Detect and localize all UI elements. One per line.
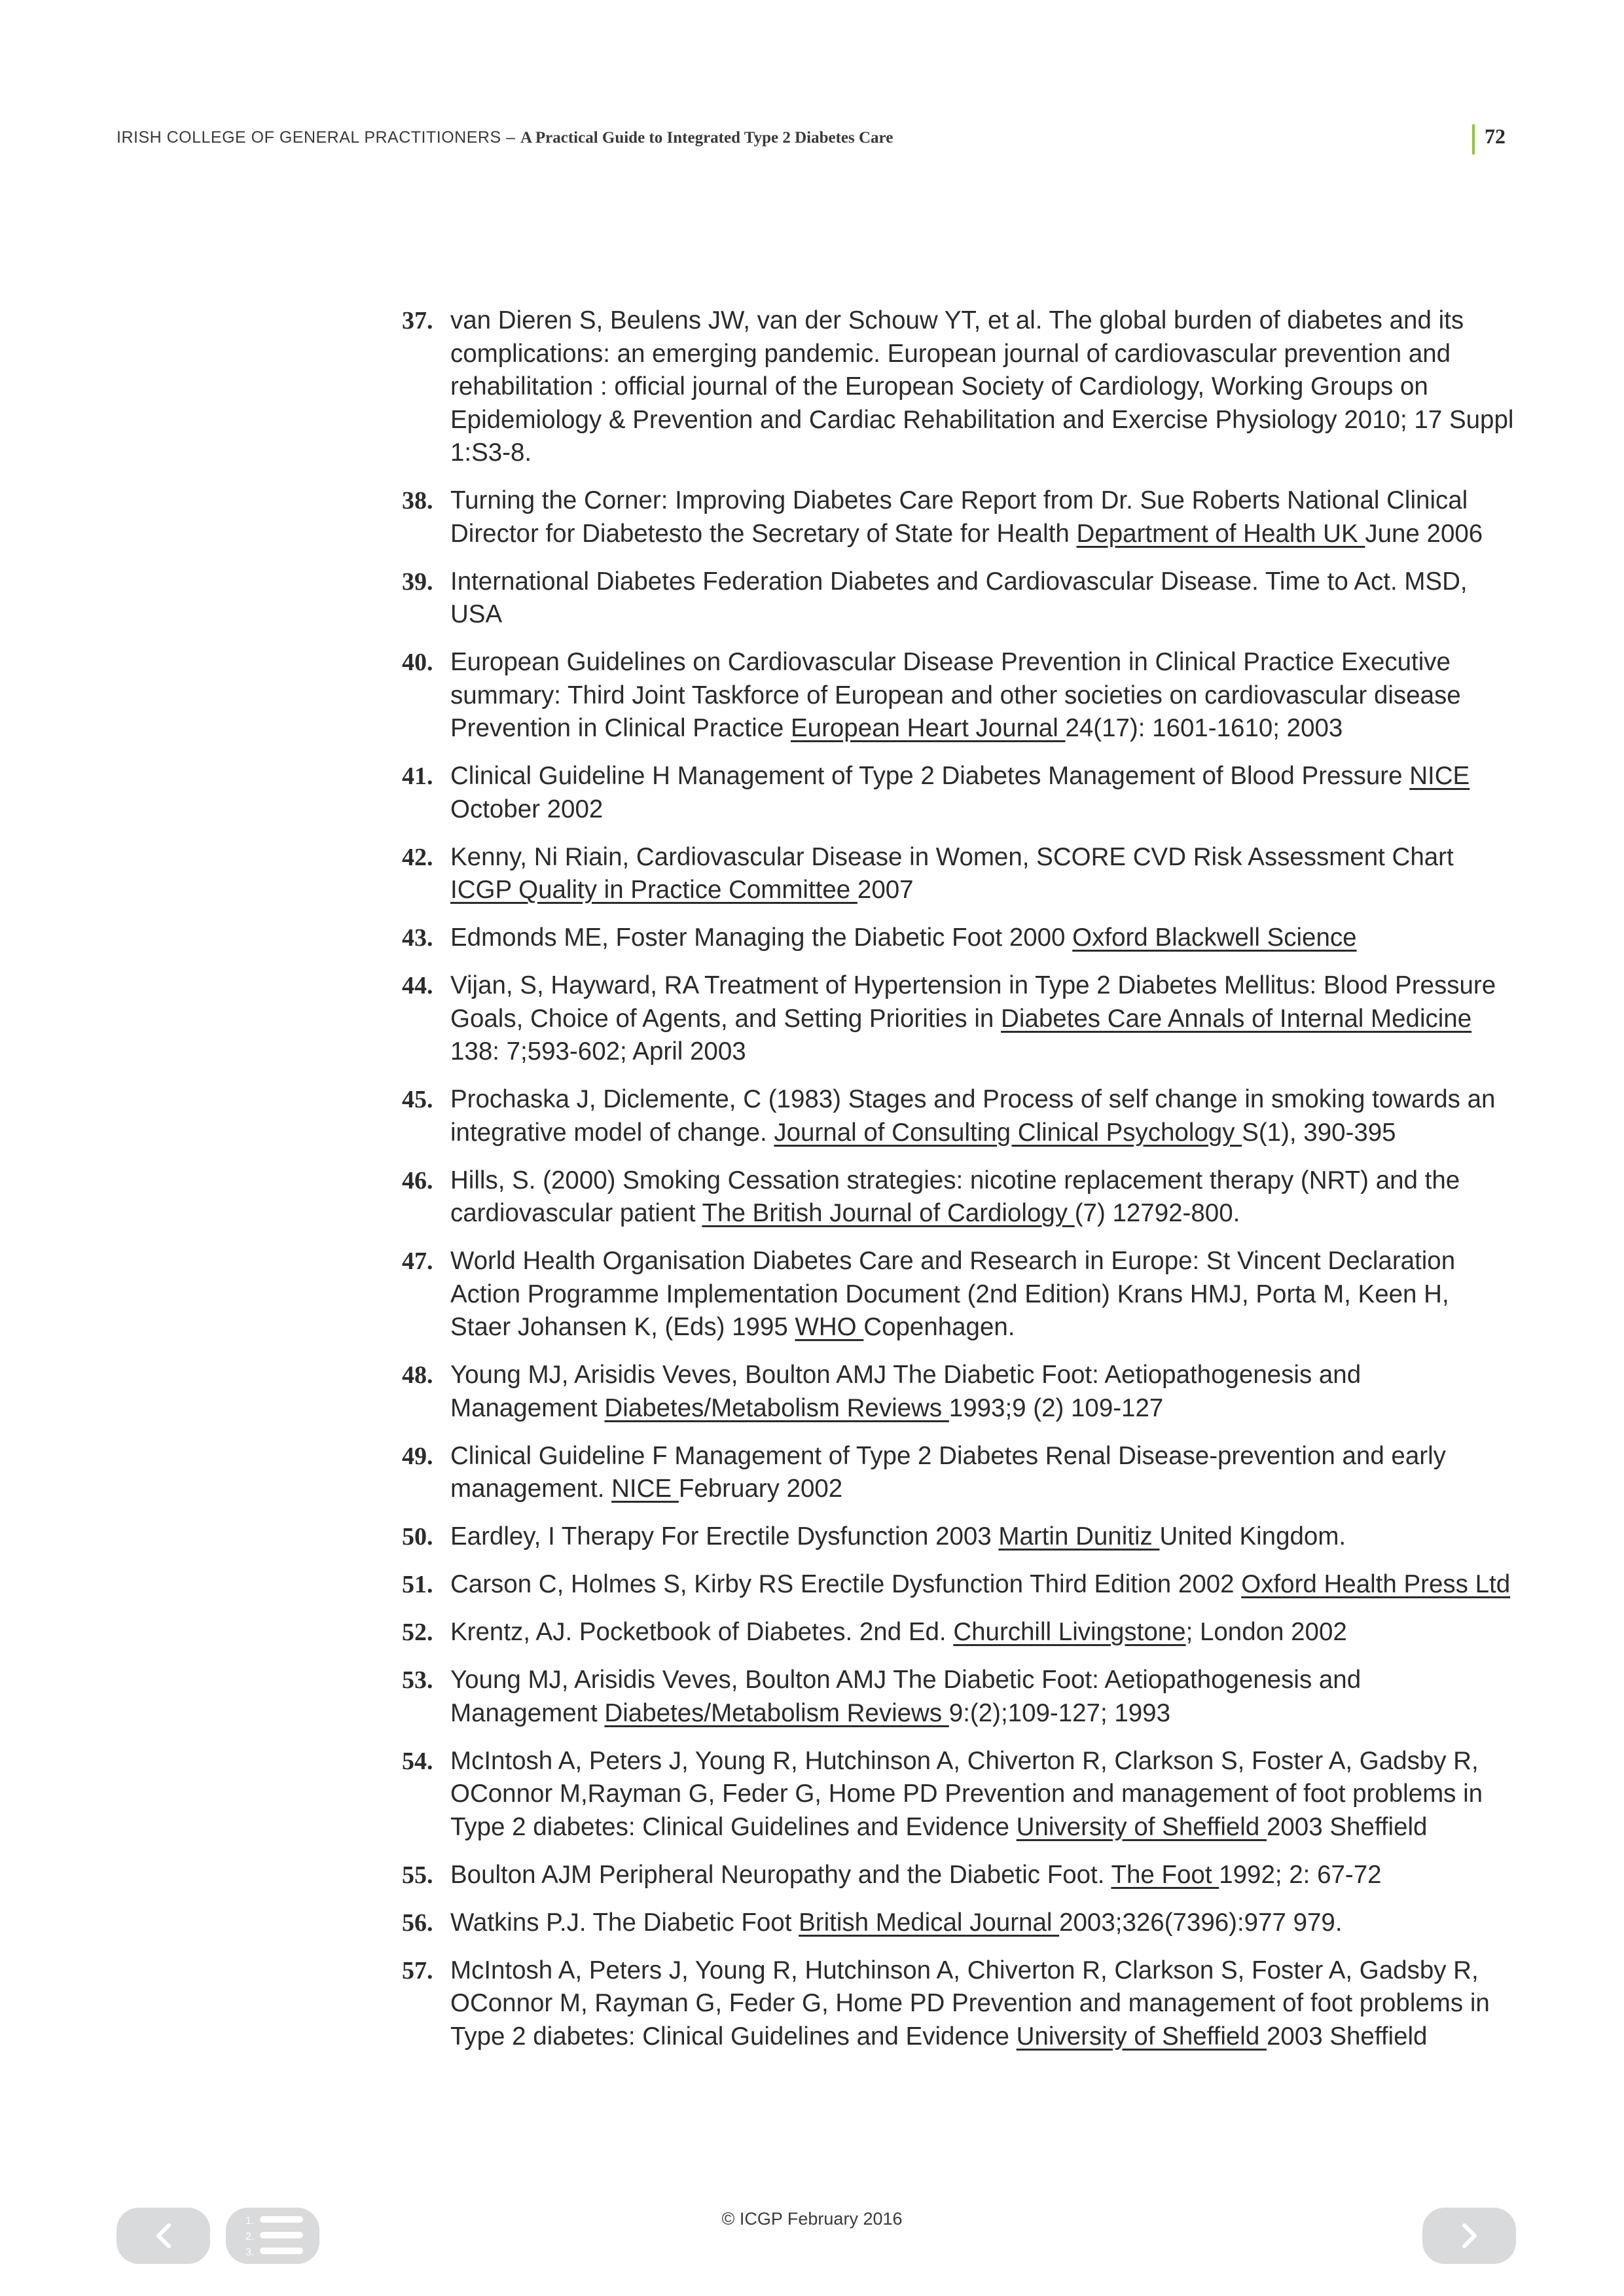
reference-text (450, 1570, 1510, 1598)
reference-text-segment: McIntosh A, Peters J, Young R, Hutchinson A, Chiverton R, Clarkson S, Foster A, Gadsby R, OConnor M, Rayman G, Feder G, Home PD Prevention and management of foot problems in Type 2 diabetes: Clinical Guidelines and Evidence (450, 1956, 1490, 2051)
reference-text-segment: 1992; 2: 67-72 (1219, 1860, 1382, 1889)
reference-text-segment: International Diabetes Federation Diabetes and Cardiovascular Disease. Time to Act. MSD, USA (450, 567, 1468, 628)
reference-text-segment: Krentz, AJ. Pocketbook of Diabetes. 2nd Ed. (450, 1618, 954, 1646)
reference-item (402, 1954, 1515, 2054)
reference-text-segment: Hills, S. (2000) Smoking Cessation strategies: nicotine replacement therapy (NRT) and the cardiovascular patient (450, 1166, 1460, 1227)
reference-text-segment: European Guidelines on Cardiovascular Disease Prevention in Clinical Practice Executive summary: Third Joint Taskforce of European and other societies on cardiovascular disease Prevention in Clinical Practice (450, 648, 1461, 742)
reference-number: 57. (402, 1956, 433, 1984)
reference-number: 53. (402, 1666, 433, 1694)
reference-link[interactable]: University of Sheffield (1016, 2022, 1267, 2051)
svg-text:1.: 1. (245, 2215, 254, 2227)
reference-text-segment: 2003;326(7396):977 979. (1059, 1908, 1343, 1937)
header-guide-title: A Practical Guide to Integrated Type 2 Diabetes Care (520, 129, 893, 147)
reference-text-segment: 1993;9 (2) 109-127 (948, 1393, 1164, 1422)
reference-item (402, 1568, 1515, 1602)
reference-link[interactable]: Department of Health UK (1076, 519, 1365, 548)
reference-item (402, 841, 1515, 907)
reference-item (402, 1907, 1515, 1940)
reference-item (402, 1164, 1515, 1230)
reference-text-segment: Edmonds ME, Foster Managing the Diabetic Foot 2000 (450, 924, 1073, 952)
reference-item (402, 1520, 1515, 1554)
reference-item (402, 1245, 1515, 1344)
reference-link[interactable]: Oxford Health Press Ltd (1241, 1570, 1511, 1598)
reference-text-segment: (7) 12792-800. (1074, 1199, 1240, 1227)
reference-text (450, 1247, 1455, 1341)
reference-text-segment: Clinical Guideline F Management of Type 2 Diabetes Renal Disease-prevention and early management. (450, 1441, 1446, 1503)
reference-text (450, 1956, 1490, 2051)
reference-link[interactable]: NICE (1409, 762, 1470, 790)
reference-item (402, 1664, 1515, 1730)
reference-number: 47. (402, 1247, 433, 1275)
reference-text-segment: June 2006 (1365, 519, 1483, 548)
reference-text-segment: Boulton AJM Peripheral Neuropathy and the Diabetic Foot. (450, 1860, 1111, 1889)
reference-number: 42. (402, 843, 433, 871)
reference-text-segment: 2003 Sheffield (1266, 2022, 1428, 2051)
reference-text (450, 1909, 1343, 1937)
reference-link[interactable]: Diabetes/Metabolism Reviews (604, 1698, 949, 1727)
reference-text-segment: United Kingdom. (1159, 1522, 1346, 1551)
chevron-right-icon (1456, 2220, 1483, 2251)
reference-item (402, 1083, 1515, 1149)
reference-text (450, 648, 1461, 742)
reference-text (450, 1861, 1382, 1889)
reference-item (402, 969, 1515, 1069)
svg-text:2.: 2. (245, 2231, 254, 2242)
reference-link[interactable]: European Heart Journal (790, 714, 1066, 742)
reference-text-segment: 9:(2);109-127; 1993 (948, 1698, 1170, 1727)
reference-item (402, 1440, 1515, 1506)
reference-item (402, 922, 1515, 955)
reference-link[interactable]: Oxford Blackwell Science (1072, 924, 1357, 952)
reference-link[interactable]: Journal of Consulting Clinical Psychology (774, 1118, 1242, 1147)
reference-number: 41. (402, 762, 433, 790)
reference-link[interactable]: British Medical Journal (799, 1908, 1060, 1937)
reference-text-segment: Prochaska J, Diclemente, C (1983) Stages and Process of self change in smoking towards an integrative model of change. (450, 1085, 1496, 1147)
reference-text-segment: February 2002 (678, 1475, 843, 1503)
reference-item (402, 646, 1515, 745)
header-separator: – (501, 128, 520, 147)
reference-number: 37. (402, 307, 433, 334)
reference-link[interactable]: WHO (795, 1313, 864, 1341)
reference-text-segment: Vijan, S, Hayward, RA Treatment of Hypertension in Type 2 Diabetes Mellitus: Blood Pressure Goals, Choice of Agents, and Setting Priorities in (450, 971, 1496, 1033)
reference-link[interactable]: Churchill Livingstone (953, 1618, 1186, 1646)
reference-text (450, 843, 1454, 905)
reference-text-segment: Carson C, Holmes S, Kirby RS Erectile Dysfunction Third Edition 2002 (450, 1570, 1242, 1598)
reference-text (450, 1666, 1361, 1727)
reference-number: 54. (402, 1747, 433, 1775)
reference-number: 44. (402, 972, 433, 999)
reference-number: 46. (402, 1166, 433, 1194)
header-org: IRISH COLLEGE OF GENERAL PRACTITIONERS (117, 128, 501, 147)
reference-text-segment: 24(17): 1601-1610; 2003 (1065, 714, 1343, 742)
reference-link[interactable]: The British Journal of Cardiology (702, 1199, 1075, 1227)
reference-text-segment: World Health Organisation Diabetes Care and Research in Europe: St Vincent Declaration Action Programme Implementation Document (2nd Edition) Krans HMJ, Porta M, Keen H, Staer Johansen K, (Eds) 1995 (450, 1247, 1456, 1341)
reference-item (402, 565, 1515, 632)
reference-item (402, 1359, 1515, 1425)
reference-number: 39. (402, 567, 433, 596)
reference-text-segment: 2007 (857, 876, 914, 904)
reference-list (402, 304, 1515, 2068)
reference-text (450, 486, 1483, 548)
footer-copyright: © ICGP February 2016 (721, 2209, 903, 2229)
reference-link[interactable]: NICE (611, 1475, 679, 1503)
reference-text-segment: van Dieren S, Beulens JW, van der Schouw YT, et al. The global burden of diabetes and its complications: an emerging pandemic. European journal of cardiovascular prevention and rehabilitation : official journal of the European Society of Cardiology, Working Groups on Epidemiology & Prevention and Cardiac Rehabilitation and Exercise Physiology 2010; 17 Suppl 1:S3-8. (450, 306, 1514, 467)
reference-text (450, 971, 1496, 1066)
reference-item (402, 1859, 1515, 1892)
header-divider (1472, 124, 1475, 154)
reference-number: 55. (402, 1861, 433, 1889)
reference-text-segment: Turning the Corner: Improving Diabetes Care Report from Dr. Sue Roberts National Clinical Director for Diabetesto the Secretary of State for Health (450, 486, 1468, 548)
reference-number: 43. (402, 924, 433, 952)
reference-number: 49. (402, 1442, 433, 1470)
reference-number: 40. (402, 649, 433, 676)
reference-text (450, 1085, 1495, 1147)
reference-text (450, 762, 1470, 823)
reference-number: 52. (402, 1619, 433, 1646)
reference-number: 45. (402, 1086, 433, 1113)
reference-link[interactable]: Diabetes/Metabolism Reviews (604, 1393, 949, 1422)
reference-text-segment: Copenhagen. (863, 1313, 1015, 1341)
reference-text-segment: ; London 2002 (1185, 1618, 1347, 1646)
reference-text (450, 306, 1513, 467)
running-header (117, 128, 893, 147)
reference-number: 38. (402, 487, 433, 514)
reference-link[interactable]: The Foot (1111, 1860, 1219, 1889)
reference-text-segment: Watkins P.J. The Diabetic Foot (450, 1908, 799, 1937)
reference-text (450, 1166, 1460, 1228)
reference-text (450, 924, 1357, 952)
reference-text-segment: October 2002 (450, 795, 604, 823)
reference-number: 51. (402, 1571, 433, 1598)
reference-item (402, 304, 1515, 470)
reference-text (450, 1618, 1347, 1646)
reference-item (402, 760, 1515, 826)
reference-item (402, 1616, 1515, 1649)
reference-link[interactable]: Diabetes Care Annals of Internal Medicine (1001, 1004, 1472, 1033)
reference-link[interactable]: Martin Dunitiz (998, 1522, 1160, 1551)
reference-text-segment: 2003 Sheffield (1266, 1812, 1428, 1841)
next-page-button[interactable] (1422, 2208, 1516, 2264)
reference-text-segment: McIntosh A, Peters J, Young R, Hutchinson A, Chiverton R, Clarkson S, Foster A, Gadsby R, OConnor M,Rayman G, Feder G, Home PD Prevention and management of foot problems in Type 2 diabetes: Clinical Guidelines and Evidence (450, 1746, 1483, 1841)
reference-text-segment: Clinical Guideline H Management of Type 2 Diabetes Management of Blood Pressure (450, 762, 1410, 790)
reference-text (450, 1747, 1483, 1841)
reference-text (450, 1361, 1361, 1422)
reference-link[interactable]: University of Sheffield (1016, 1812, 1267, 1841)
reference-number: 48. (402, 1361, 433, 1389)
page-number: 72 (1485, 124, 1506, 148)
reference-text-segment: Young MJ, Arisidis Veves, Boulton AMJ The Diabetic Foot: Aetiopathogenesis and Management (450, 1666, 1362, 1727)
reference-item (402, 1745, 1515, 1844)
reference-text-segment: 138: 7;593-602; April 2003 (450, 1037, 746, 1066)
reference-text-segment: Young MJ, Arisidis Veves, Boulton AMJ The Diabetic Foot: Aetiopathogenesis and Management (450, 1361, 1362, 1422)
reference-link[interactable]: ICGP Quality in Practice Committee (450, 876, 857, 904)
reference-text-segment: Eardley, I Therapy For Erectile Dysfunction 2003 (450, 1522, 999, 1551)
reference-text-segment: Kenny, Ni Riain, Cardiovascular Disease in Women, SCORE CVD Risk Assessment Chart (450, 842, 1454, 871)
reference-text (450, 1522, 1346, 1551)
reference-item (402, 484, 1515, 550)
reference-text (450, 1442, 1446, 1503)
reference-number: 56. (402, 1909, 433, 1937)
reference-text-segment: S(1), 390-395 (1242, 1118, 1396, 1147)
reference-number: 50. (402, 1523, 433, 1551)
reference-text (450, 567, 1468, 629)
svg-text:3.: 3. (245, 2247, 254, 2258)
